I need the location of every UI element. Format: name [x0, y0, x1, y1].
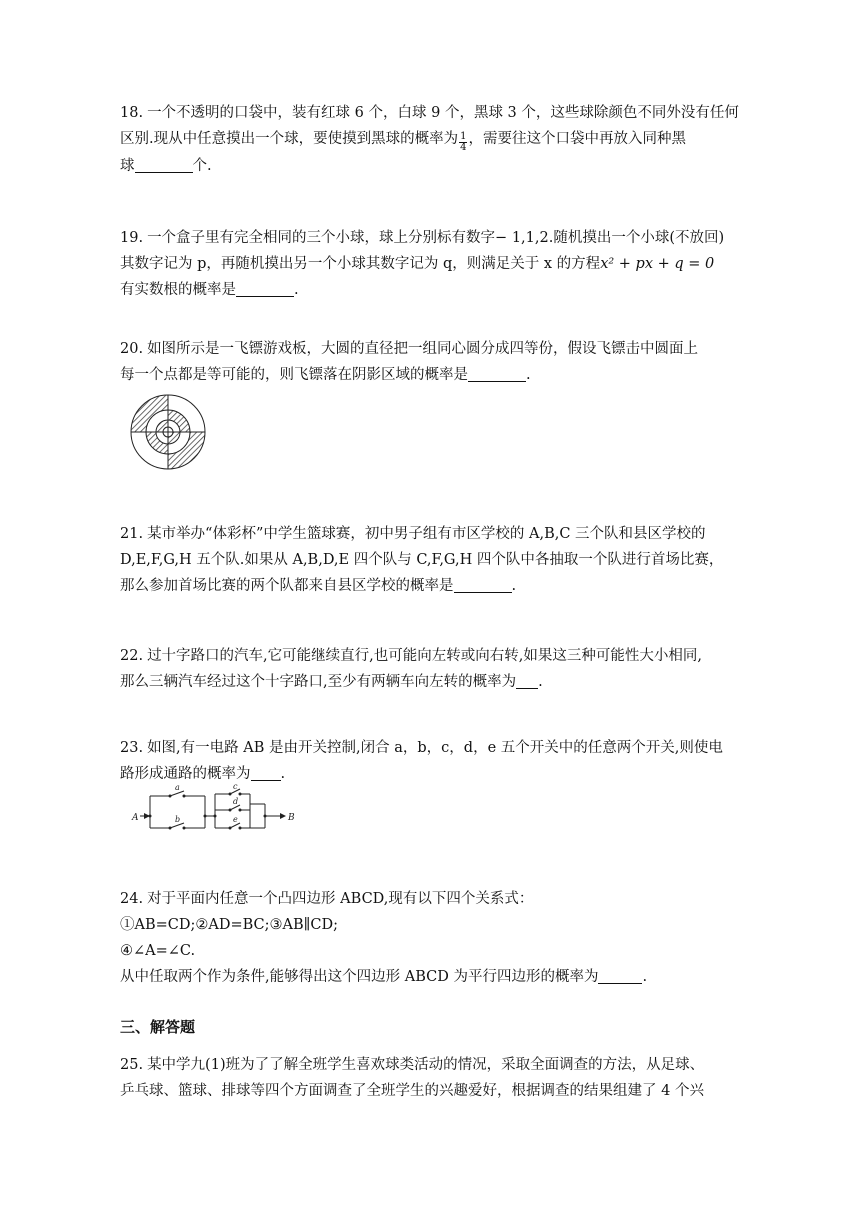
q19-answer-blank[interactable]: [236, 280, 294, 297]
circuit-label-d: d: [233, 797, 239, 806]
section-heading: 三、解答题: [120, 1018, 196, 1036]
q22-answer-blank[interactable]: [516, 672, 538, 689]
question-21: 21. 某市举办“体彩杯”中学生篮球赛，初中男子组有市区学校的 A,B,C 三个队和县区学校的 D,E,F,G,H 五个队.如果从 A,B,D,E 四个队与 C,F,G,H 四个队中各抽取一个队进行首场比赛， 那么参加首场比赛的两个队都来自县区学校的概率是 .: [120, 526, 724, 594]
q18-answer-blank[interactable]: [135, 156, 193, 173]
circuit-label-e: e: [233, 815, 238, 824]
q21-answer-blank[interactable]: [454, 576, 512, 593]
question-25: 25. 某中学九(1)班为了了解全班学生喜欢球类活动的情况，采取全面调查的方法，从足球、 乒乓球、篮球、排球等四个方面调查了全班学生的兴趣爱好，根据调查的结果组建了 4 个兴: [120, 1057, 705, 1099]
q19-equation: x² + px + q = 0: [600, 256, 715, 272]
question-19: 19. 一个盒子里有完全相同的三个小球，球上分别标有数字− 1,1,2.随机摸出一个小球(不放回) 其数字记为 p，再随机摸出另一个小球其数字记为 q，则满足关于 x 的方程x² + px + q = 0 有实数根的概率是 .: [120, 230, 725, 298]
question-23: 23. 如图,有一电路 AB 是由开关控制,闭合 a，b，c，d，e 五个开关中的任意两个开关,则使电 路形成通路的概率为 .: [120, 740, 723, 782]
question-18: 18. 一个不透明的口袋中，装有红球 6 个，白球 9 个，黑球 3 个，这些球除颜色不同外没有任何区别.现从中任意摸出一个球，要使摸到黑球的概率为 $\frac{1}{4}$ ，需要往这个口袋中再放入同种黑 球 个.: [120, 100, 740, 179]
circuit-label-a: a: [175, 783, 180, 792]
question-22: 22. 过十字路口的汽车,它可能继续直行,也可能向左转或向右转,如果这三种可能性大小相同, 那么三辆汽车经过这个十字路口,至少有两辆车向左转的概率为 .: [120, 648, 702, 690]
circuit-figure: [130, 782, 295, 836]
q20-answer-blank[interactable]: [468, 365, 526, 382]
dartboard-figure: [128, 392, 208, 472]
circuit-label-b: b: [175, 815, 181, 824]
question-24: 24. 对于平面内任意一个凸四边形 ABCD,现有以下四个关系式：①AB=CD;②AD=BC;③AB∥CD; ④∠A=∠C. 从中任取两个作为条件,能够得出这个四边形 ABCD 为平行四边形的概率为 .: [120, 891, 648, 985]
q18-fraction: $\frac{1}{4}$: [460, 131, 467, 153]
q23-answer-blank[interactable]: [251, 764, 281, 781]
circuit-label-B: B: [288, 813, 295, 823]
question-20: 20. 如图所示是一飞镖游戏板，大圆的直径把一组同心圆分成四等份，假设飞镖击中圆面上 每一个点都是等可能的，则飞镖落在阴影区域的概率是 .: [120, 341, 699, 383]
q18-text: 18. 一个不透明的口袋中，装有红球 6 个，白球 9 个，黑球 3 个，这些球除颜色不同外没有任何区别.现从中任意摸出一个球，要使摸到黑球的概率为 $\frac{1}{4}$ ，需要往这个口袋中再放入同种黑: [120, 105, 739, 153]
circuit-label-c: c: [233, 782, 238, 791]
q24-answer-blank[interactable]: [598, 967, 642, 984]
circuit-label-A: A: [132, 813, 139, 823]
